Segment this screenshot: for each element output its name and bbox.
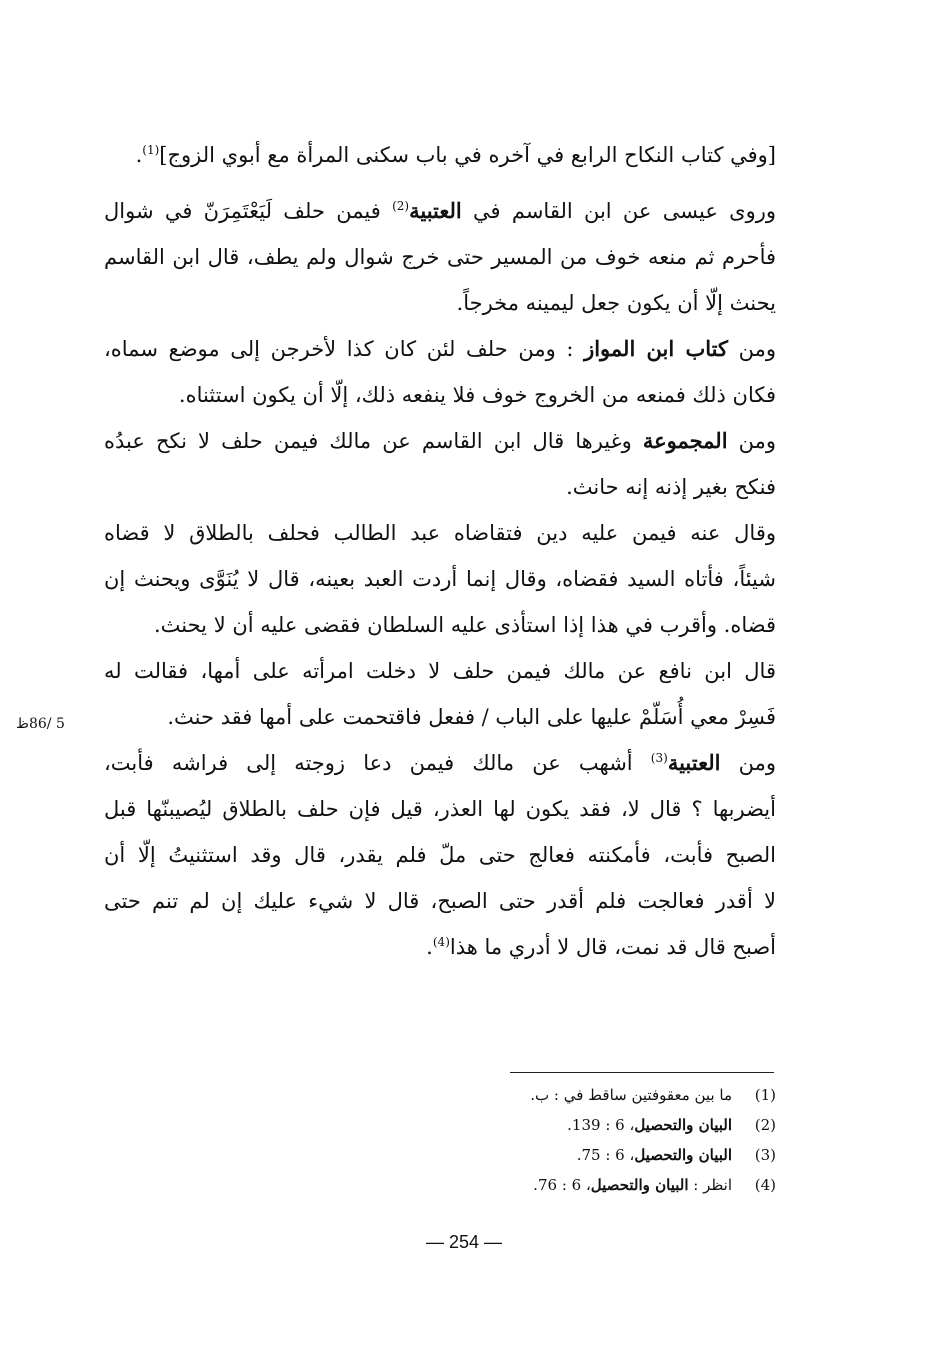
text-run: .	[135, 143, 143, 167]
text-run: وقال عنه فيمن عليه دين فتقاضاه عبد الطالب فحلف بالطلاق لا قضاه	[104, 521, 776, 545]
bold-term: كتاب ابن المواز	[584, 336, 728, 361]
bold-term: العتبية	[667, 750, 721, 775]
text-line	[104, 786, 776, 832]
text-run: أشهب عن مالك فيمن دعا زوجته إلى فراشه فأبت،	[104, 751, 651, 775]
text-run: ومن	[720, 751, 776, 775]
text-line	[104, 694, 776, 740]
footnote	[430, 1110, 776, 1140]
paragraph	[104, 188, 776, 326]
text-line	[104, 924, 776, 970]
bold-term: البيان والتحصيل	[590, 1176, 689, 1194]
text-line	[104, 510, 776, 556]
bold-term: المجموعة	[642, 428, 728, 453]
text-run: ، 6 : 139.	[567, 1116, 635, 1134]
paragraph	[104, 418, 776, 510]
text-run: [وفي كتاب النكاح الرابع في آخره في باب سكنى المرأة مع أبوي الزوج]	[159, 143, 776, 167]
text-run: ومن	[727, 429, 776, 453]
footnote-number: (4)	[754, 1176, 776, 1194]
text-run: فكان ذلك فمنعه من الخروج خوف فلا ينفعه ذلك، إلّا أن يكون استثناه.	[178, 383, 776, 407]
text-run: انظر :	[688, 1176, 732, 1194]
footnote	[430, 1140, 776, 1170]
text-run: أصبح قال قد نمت، قال لا أدري ما هذا	[449, 935, 776, 959]
text-line	[104, 234, 776, 280]
bold-term: العتبية	[409, 198, 462, 223]
text-run: وغيرها قال ابن القاسم عن مالك فيمن حلف لا نكح عبدُه	[104, 429, 643, 453]
text-run: قضاه. وأقرب في هذا إذا استأذى عليه السلطان فقضى عليه أن لا يحنث.	[153, 613, 776, 637]
text-run: ، 6 : 75.	[576, 1146, 635, 1164]
footnote-text	[567, 1110, 732, 1140]
text-run: يحنث إلّا أن يكون جعل ليمينه مخرجاً.	[456, 291, 776, 315]
bold-term: البيان والتحصيل	[634, 1146, 732, 1164]
text-run: ما بين معقوفتين ساقط في : ب.	[530, 1086, 732, 1104]
paragraph	[104, 510, 776, 648]
footnote-ref: (4)	[432, 935, 450, 949]
text-line	[104, 878, 776, 924]
footnote	[430, 1080, 776, 1110]
margin-note: 5 /86ظ	[16, 716, 65, 732]
text-run: ومن	[727, 337, 776, 361]
text-run: فَسِرْ معي أُسَلّمْ عليها على الباب / ففعل فاقتحمت على أمها فقد حنث.	[167, 705, 776, 729]
text-run: فنكح بغير إذنه إنه حانث.	[566, 475, 776, 499]
text-line	[104, 740, 776, 786]
footnote-number: (1)	[754, 1086, 776, 1104]
footnote-text	[533, 1170, 732, 1200]
footnote-number: (2)	[754, 1116, 776, 1134]
footnote	[430, 1170, 776, 1200]
text-line	[104, 602, 776, 648]
text-run: : ومن حلف لئن كان كذا لأخرجن إلى موضع سماه،	[104, 337, 585, 361]
text-run: وروى عيسى عن ابن القاسم في	[461, 199, 776, 223]
footnotes	[430, 1080, 776, 1200]
text-run: لا أقدر فعالجت فلم أقدر حتى الصبح، قال لا شيء عليك إن لم تنم حتى	[104, 889, 776, 913]
text-run: شيئاً، فأتاه السيد فقضاه، وقال إنما أردت العبد بعينه، قال لا يُنَوَّى ويحنث إن	[104, 567, 776, 591]
page-number: — 254 —	[425, 1232, 503, 1252]
text-run: الصبح فأبت، فأمكنته فعالج حتى ملّ فلم يقدر، قال وقد استثنيتُ إلّا أن	[104, 843, 776, 867]
text-run: قال ابن نافع عن مالك فيمن حلف لا دخلت امرأته على أمها، فقالت له	[104, 659, 776, 683]
text-line	[104, 832, 776, 878]
text-line	[104, 648, 776, 694]
text-line	[104, 372, 776, 418]
text-line	[104, 464, 776, 510]
text-run: أيضربها ؟ قال لا، فقد يكون لها العذر، قيل فإن حلف بالطلاق ليُصيبنّها قبل	[104, 797, 776, 821]
footnote-ref: (3)	[650, 751, 668, 765]
bold-term: البيان والتحصيل	[634, 1116, 732, 1134]
footnote-text	[530, 1080, 732, 1110]
text-line	[104, 132, 776, 178]
text-line	[104, 326, 776, 372]
paragraph	[104, 740, 776, 970]
text-line	[104, 188, 776, 234]
footnote-number: (3)	[754, 1146, 776, 1164]
paragraph	[104, 326, 776, 418]
text-run: .	[426, 935, 433, 959]
footnote-text	[577, 1140, 732, 1170]
text-run: ، 6 : 76.	[533, 1176, 591, 1194]
paragraph	[104, 648, 776, 740]
paragraph	[104, 132, 776, 178]
text-line	[104, 418, 776, 464]
text-run: فيمن حلف لَيَعْتَمِرَنّ في شوال	[104, 199, 393, 223]
text-line	[104, 556, 776, 602]
footnote-rule	[510, 1072, 774, 1073]
text-line	[104, 280, 776, 326]
text-run: فأحرم ثم منعه خوف من المسير حتى خرج شوال ولم يطف، قال ابن القاسم	[104, 245, 776, 269]
footnote-ref: (2)	[392, 199, 410, 213]
footnote-ref: (1)	[142, 143, 160, 157]
